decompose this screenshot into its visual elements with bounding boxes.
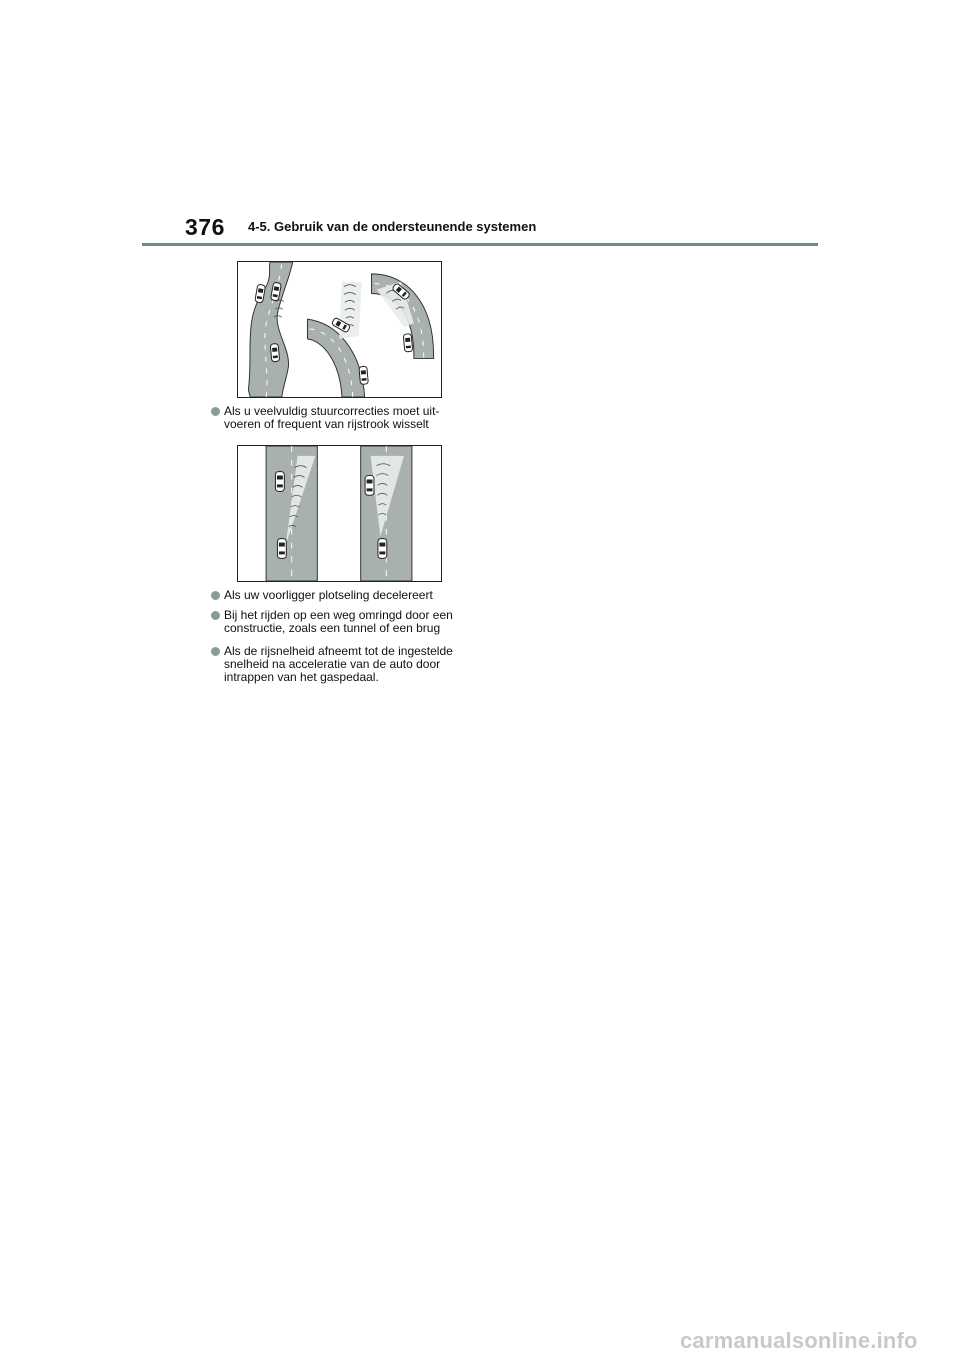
bullet-text: Als de rijsnelheid afneemt tot de ingestelde snelheid na acceleratie van de auto door intrappen van het gaspedaal. [224,644,453,684]
page-number: 376 [185,214,225,240]
bullet-dot [211,591,220,600]
section-title: 4-5. Gebruik van de ondersteunende systemen [248,219,537,234]
bullet-dot [211,647,220,656]
straight-road-illustration [237,445,442,582]
curved-road-svg [238,262,441,397]
header-rule [142,243,818,246]
curved-road-illustration [237,261,442,398]
bullet-text: Bij het rijden op een weg omringd door een constructie, zoals een tunnel of een brug [224,608,453,635]
bullet-speed-decrease [211,645,471,684]
straight-road-svg [238,446,441,581]
bullet-dot [211,407,220,416]
bullet-dot [211,611,220,620]
bullet-text: Als u veelvuldig stuurcorrecties moet uit- voeren of frequent van rijstrook wisselt [224,404,440,431]
bullet-sudden-deceleration [211,589,471,602]
bullet-tunnel-bridge [211,609,471,635]
watermark: carmanualsonline.info [680,1328,918,1353]
bullet-text: Als uw voorligger plotseling decelereert [224,588,433,602]
bullet-steering-corrections [211,405,471,431]
